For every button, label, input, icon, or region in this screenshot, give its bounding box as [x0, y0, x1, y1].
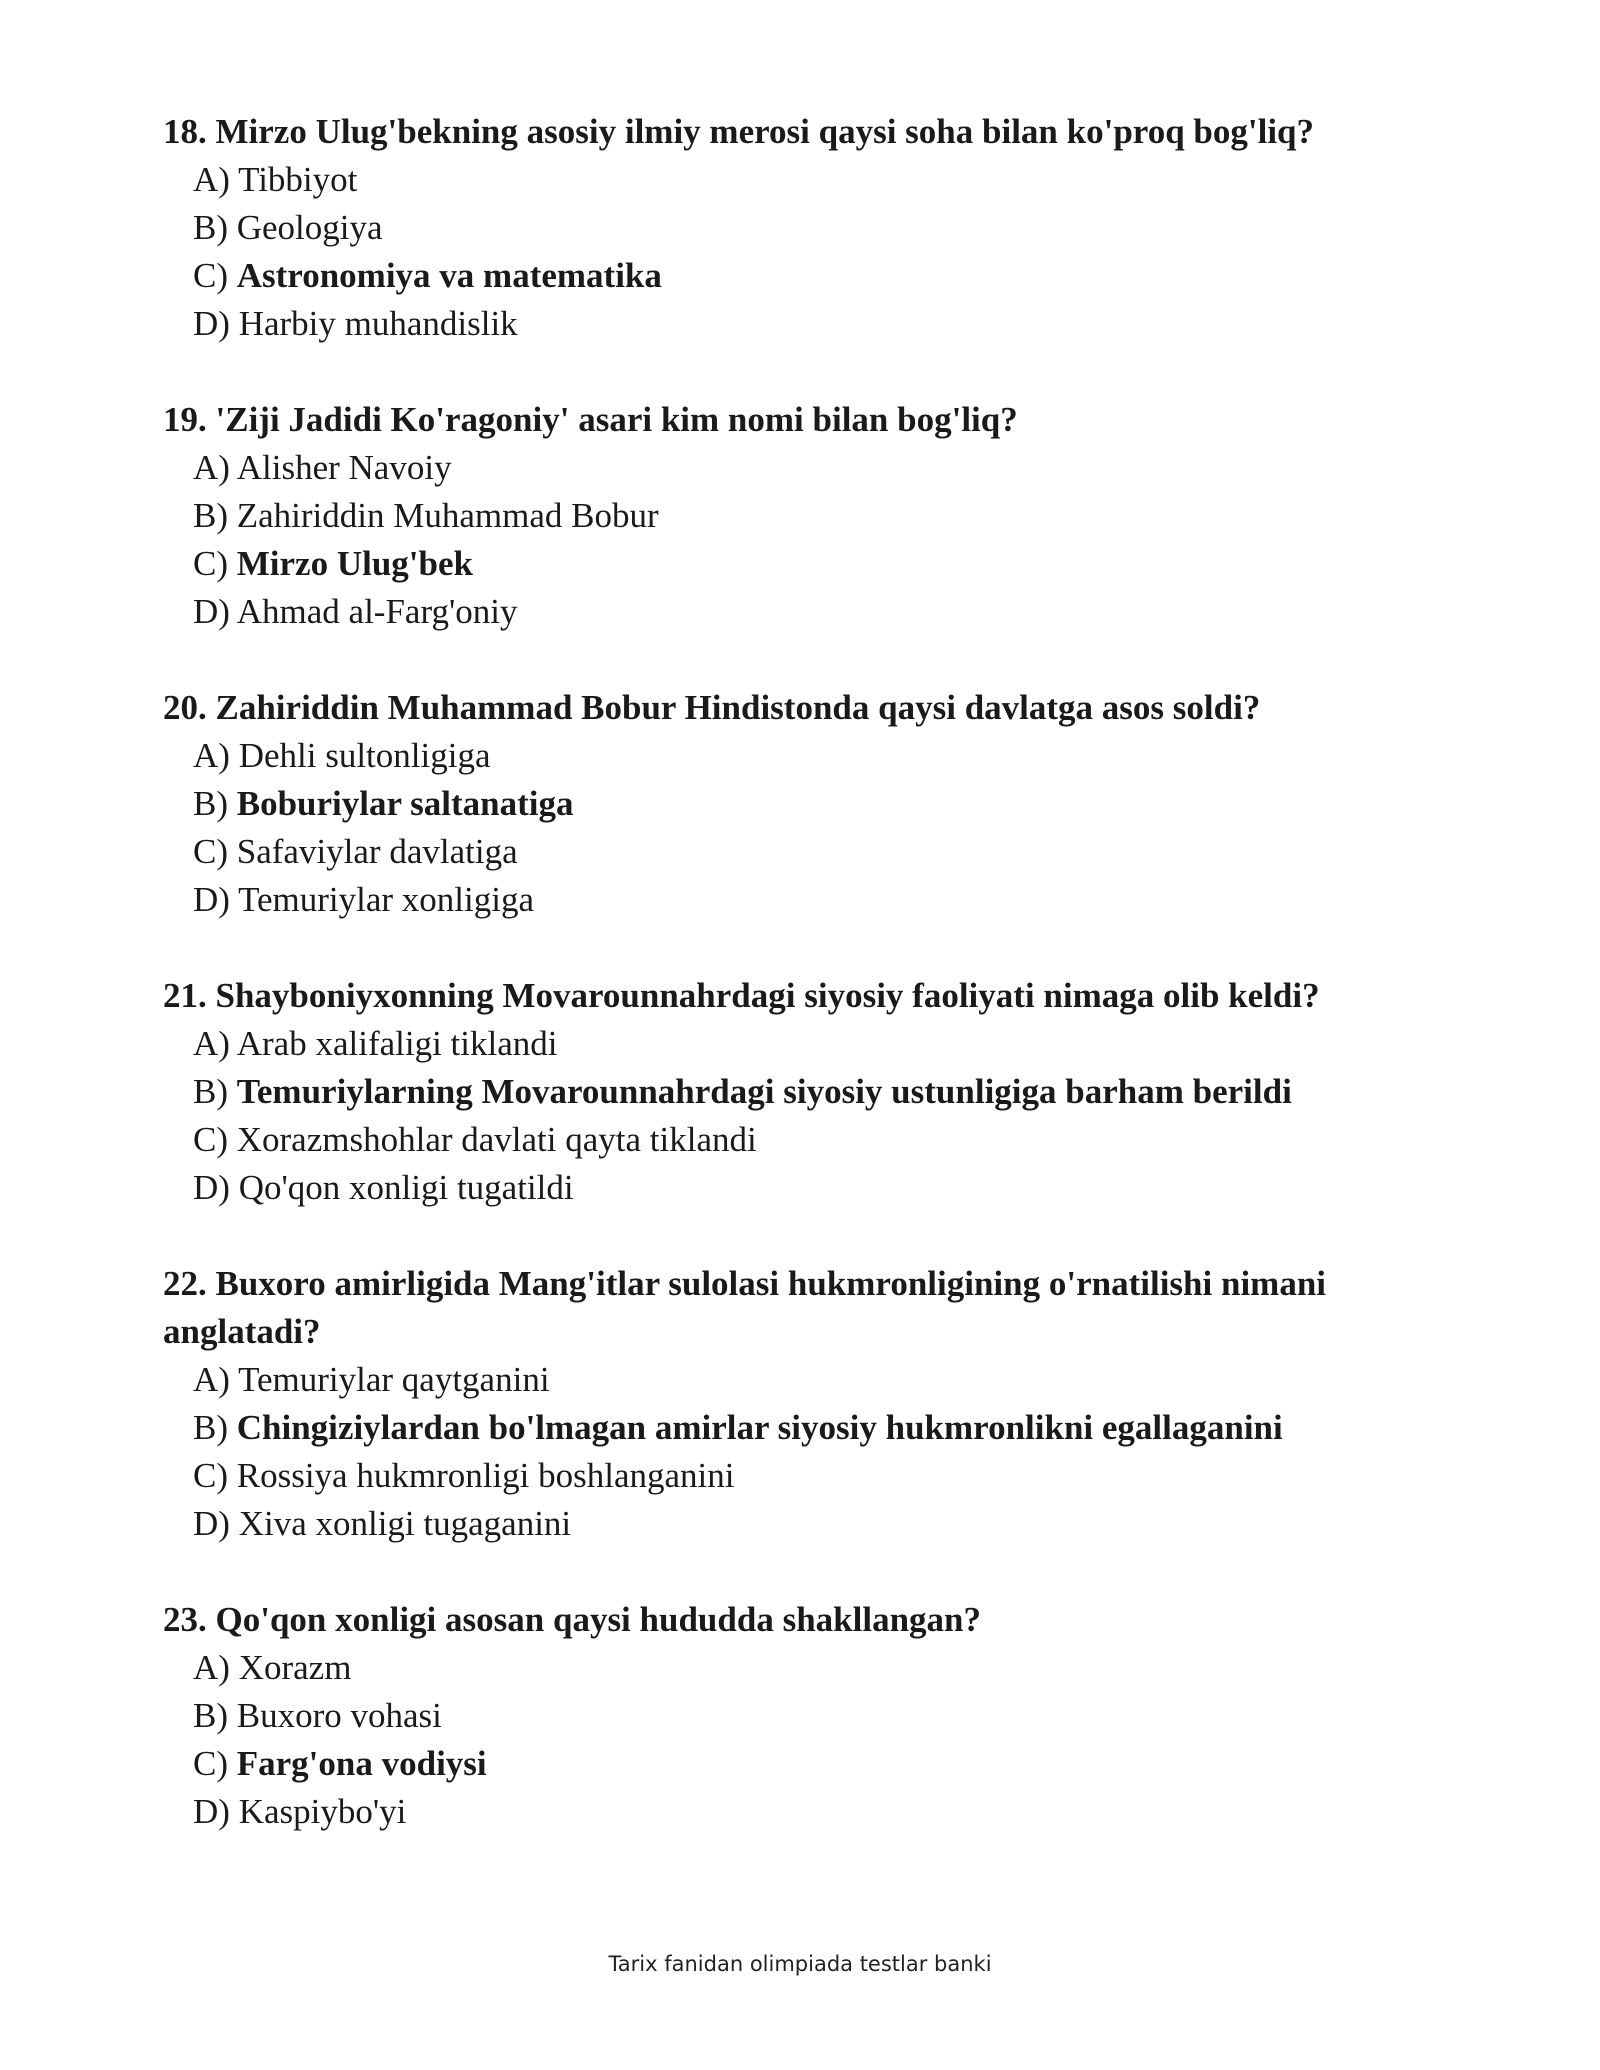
question-title: 18. Mirzo Ulug'bekning asosiy ilmiy merosi qaysi soha bilan ko'proq bog'liq? [163, 112, 1315, 151]
option-text: Chingiziylardan bo'lmagan amirlar siyosiy hukmronlikni egallaganini [236, 1408, 1283, 1447]
option-text: Safaviylar davlatiga [236, 832, 518, 871]
option-d [193, 1164, 1443, 1212]
option-list [163, 1020, 1443, 1212]
option-b [193, 780, 1443, 828]
option-letter: C) [193, 832, 237, 871]
option-text: Farg'ona vodiysi [236, 1744, 487, 1783]
option-letter: C) [193, 1456, 237, 1495]
option-text: Dehli sultonligiga [238, 736, 491, 775]
question-22 [163, 1260, 1443, 1548]
option-text: Boburiylar saltanatiga [236, 784, 574, 823]
option-d [193, 876, 1443, 924]
option-d [193, 588, 1443, 636]
option-text: Kaspiybo'yi [238, 1792, 407, 1831]
option-text: Xorazm [238, 1648, 352, 1687]
option-letter: A) [193, 1360, 239, 1399]
option-text: Mirzo Ulug'bek [236, 544, 473, 583]
option-text: Astronomiya va matematika [236, 256, 662, 295]
option-c [193, 1116, 1443, 1164]
option-c [193, 1740, 1443, 1788]
option-text: Ahmad al-Farg'oniy [236, 592, 518, 631]
question-list [163, 108, 1443, 1884]
question-20 [163, 684, 1443, 924]
option-text: Temuriylar xonligiga [238, 880, 535, 919]
option-text: Zahiriddin Muhammad Bobur [236, 496, 659, 535]
option-a [193, 732, 1443, 780]
question-title: 23. Qo'qon xonligi asosan qaysi hududda shakllangan? [163, 1600, 982, 1639]
option-list [163, 444, 1443, 636]
option-b [193, 492, 1443, 540]
option-text: Rossiya hukmronligi boshlanganini [236, 1456, 735, 1495]
option-letter: B) [193, 1408, 237, 1447]
question-19 [163, 396, 1443, 636]
option-c [193, 1452, 1443, 1500]
option-c [193, 252, 1443, 300]
option-letter: C) [193, 1120, 237, 1159]
option-text: Temuriylarning Movarounnahrdagi siyosiy ustunligiga barham berildi [236, 1072, 1292, 1111]
option-text: Qo'qon xonligi tugatildi [238, 1168, 574, 1207]
option-letter: B) [193, 784, 237, 823]
option-list [163, 1644, 1443, 1836]
option-letter: B) [193, 1696, 237, 1735]
option-c [193, 540, 1443, 588]
option-a [193, 1644, 1443, 1692]
option-list [163, 156, 1443, 348]
option-letter: A) [193, 736, 239, 775]
option-letter: D) [193, 304, 239, 343]
option-letter: D) [193, 880, 239, 919]
question-title: 20. Zahiriddin Muhammad Bobur Hindistonda qaysi davlatga asos soldi? [163, 688, 1261, 727]
question-title: 19. 'Ziji Jadidi Ko'ragoniy' asari kim nomi bilan bog'liq? [163, 400, 1018, 439]
question-title: 22. Buxoro amirligida Mang'itlar sulolasi hukmronligining o'rnatilishi nimani anglatadi? [163, 1264, 1327, 1351]
option-b [193, 1692, 1443, 1740]
option-b [193, 1068, 1443, 1116]
option-d [193, 300, 1443, 348]
option-letter: B) [193, 496, 237, 535]
option-letter: C) [193, 1744, 237, 1783]
question-title: 21. Shayboniyxonning Movarounnahrdagi siyosiy faoliyati nimaga olib keldi? [163, 976, 1320, 1015]
option-list [163, 732, 1443, 924]
option-text: Tibbiyot [238, 160, 358, 199]
option-text: Xiva xonligi tugaganini [238, 1504, 572, 1543]
option-a [193, 1356, 1443, 1404]
option-letter: C) [193, 256, 237, 295]
option-d [193, 1788, 1443, 1836]
option-letter: D) [193, 1792, 239, 1831]
page-footer: Tarix fanidan olimpiada testlar banki [608, 1952, 992, 1976]
option-letter: D) [193, 1504, 239, 1543]
option-a [193, 1020, 1443, 1068]
option-d [193, 1500, 1443, 1548]
option-text: Harbiy muhandislik [238, 304, 518, 343]
option-letter: C) [193, 544, 237, 583]
option-text: Arab xalifaligi tiklandi [236, 1024, 558, 1063]
option-letter: B) [193, 208, 237, 247]
question-21 [163, 972, 1443, 1212]
option-letter: A) [193, 1648, 239, 1687]
option-b [193, 204, 1443, 252]
option-text: Temuriylar qaytganini [238, 1360, 550, 1399]
option-b [193, 1404, 1443, 1452]
option-text: Geologiya [236, 208, 383, 247]
option-list [163, 1356, 1443, 1548]
option-text: Alisher Navoiy [236, 448, 452, 487]
option-letter: A) [193, 448, 237, 487]
option-text: Buxoro vohasi [236, 1696, 442, 1735]
question-18 [163, 108, 1443, 348]
option-letter: A) [193, 160, 239, 199]
option-letter: A) [193, 1024, 237, 1063]
option-c [193, 828, 1443, 876]
question-23 [163, 1596, 1443, 1836]
option-letter: D) [193, 592, 237, 631]
option-text: Xorazmshohlar davlati qayta tiklandi [236, 1120, 757, 1159]
option-letter: D) [193, 1168, 239, 1207]
option-a [193, 444, 1443, 492]
option-letter: B) [193, 1072, 237, 1111]
option-a [193, 156, 1443, 204]
